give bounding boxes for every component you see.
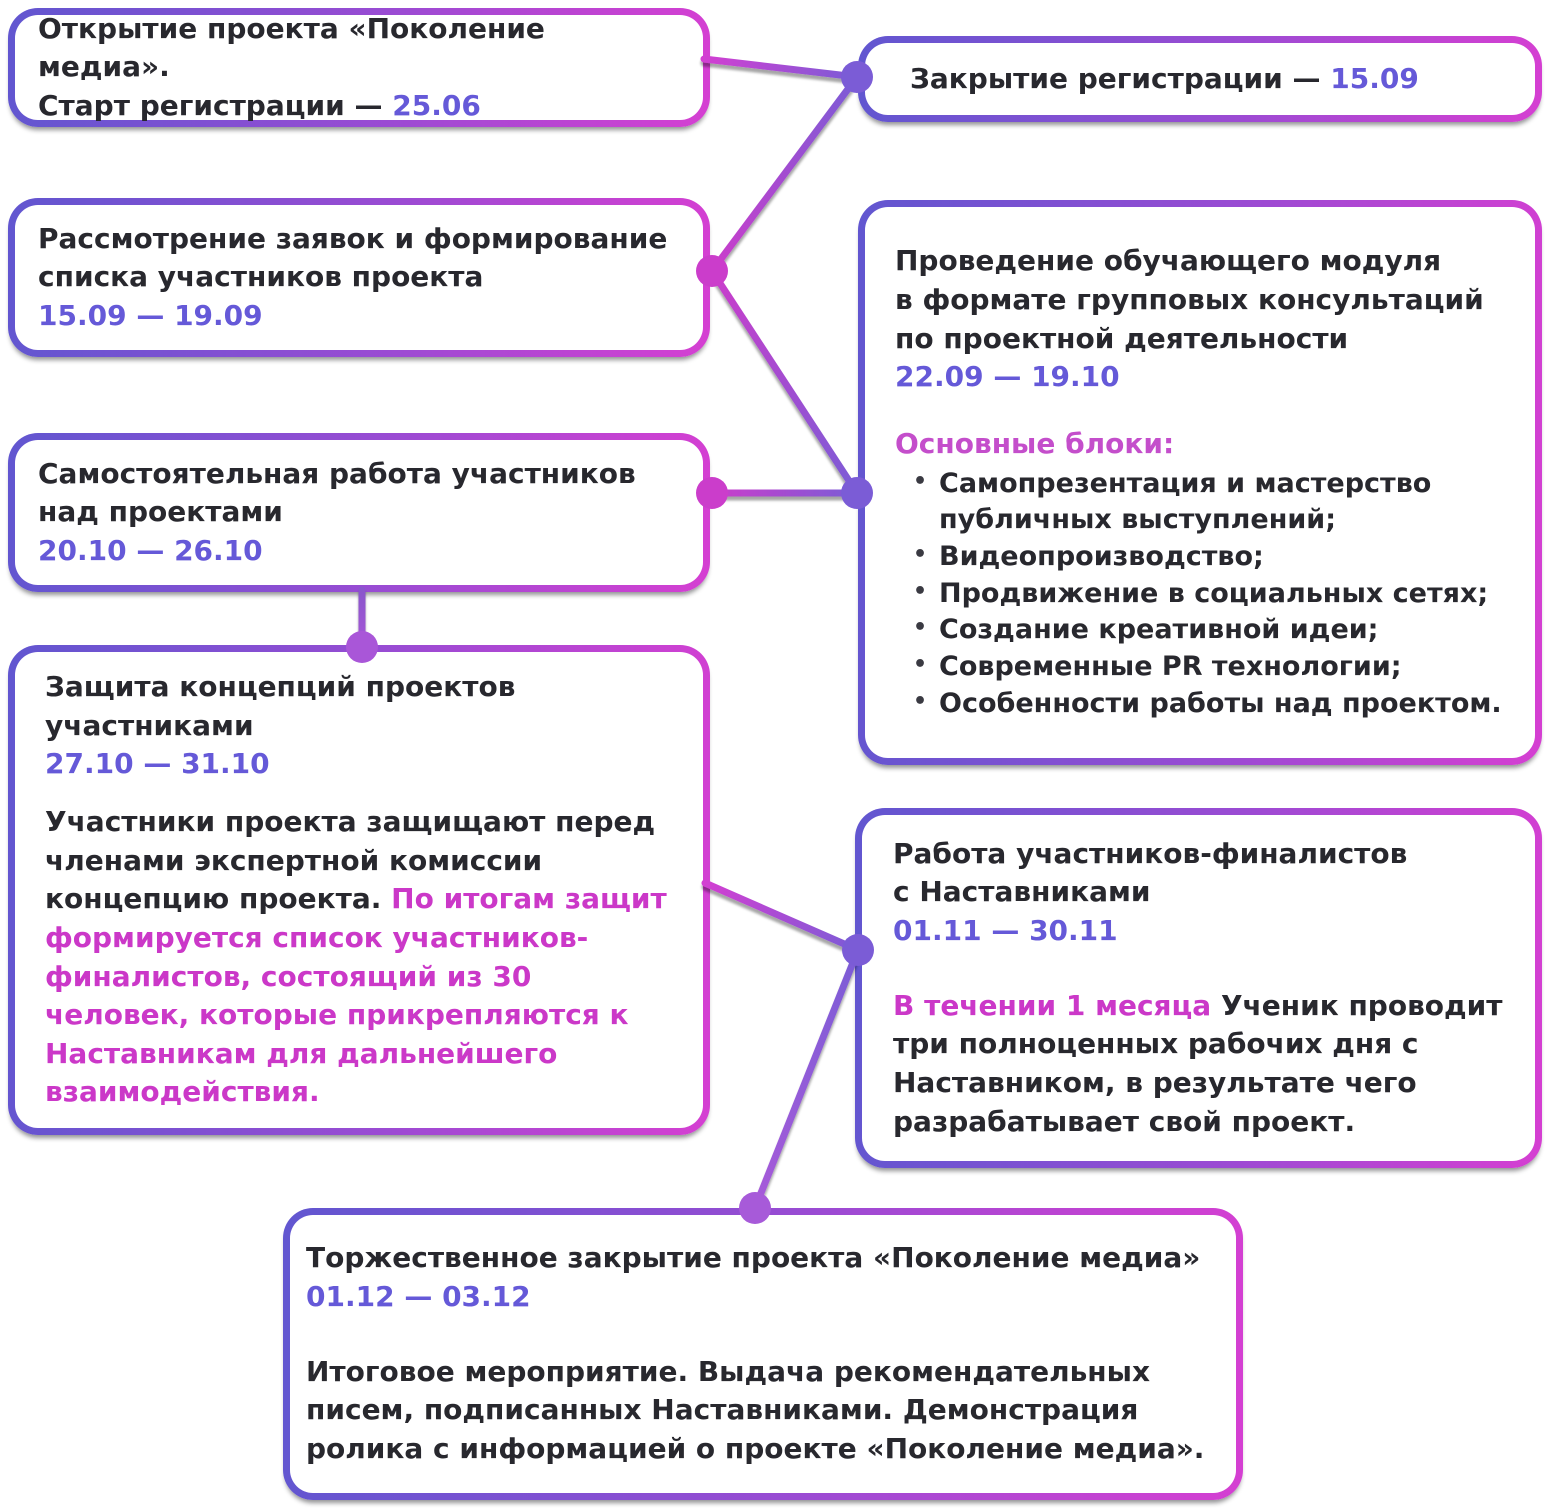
node-closing-paragraph: Итоговое мероприятие. Выдача рекомендательных писем, подписанных Наставниками. Демонстрация ролика с информацией о проекте «Поколение медиа». <box>306 1354 1205 1465</box>
node-self-work-dates: 20.10 — 26.10 <box>38 533 263 567</box>
connector-review-to-training <box>712 271 857 493</box>
node-review <box>8 198 710 357</box>
node-closing-title: Торжественное закрытие проекта «Поколение медиа» <box>306 1241 1201 1275</box>
node-mentors <box>855 808 1542 1168</box>
node-training-content <box>865 207 1535 758</box>
node-self-work-title-line2: над проектами <box>38 495 283 529</box>
node-training-title-line3: по проектной деятельности <box>895 321 1349 355</box>
node-opening-subtitle <box>38 87 675 126</box>
training-blocks-label: Основные блоки: <box>895 426 1175 460</box>
node-registration-close-content <box>865 43 1535 115</box>
node-defense-dates: 27.10 — 31.10 <box>45 747 270 781</box>
spacer <box>45 784 673 803</box>
training-block-item: • Видеопроизводство; <box>895 539 1509 576</box>
node-mentors-dates: 01.11 — 30.11 <box>893 914 1118 948</box>
node-registration-close <box>858 36 1542 122</box>
node-closing <box>283 1208 1243 1500</box>
node-mentors-title-line1: Работа участников-финалистов <box>893 836 1408 870</box>
node-training-title-line1: Проведение обучающего модуля <box>895 244 1442 278</box>
connector-opening-to-regclose <box>704 59 857 77</box>
defense-paragraph-emphasis: По итогам защит формируется список участников-финалистов, состоящий из 30 человек, которые прикрепляются к Наставникам для дальнейшего взаимодействия. <box>45 882 667 1109</box>
node-self-work-title-line1: Самостоятельная работа участников <box>38 456 636 490</box>
node-defense-title-line2: участниками <box>45 708 254 742</box>
node-opening-content <box>15 11 703 122</box>
node-self-work <box>8 433 710 592</box>
training-block-item: • Продвижение в социальных сетях; <box>895 576 1509 613</box>
training-blocks-list <box>895 466 1509 723</box>
node-training <box>858 200 1542 765</box>
node-defense-paragraph <box>45 803 673 1112</box>
node-mentors-title-line2: с Наставниками <box>893 875 1151 909</box>
spacer <box>893 951 1509 987</box>
node-training-title-line2: в формате групповых консультаций <box>895 283 1484 317</box>
node-defense <box>8 645 710 1135</box>
spacer <box>306 1317 1210 1353</box>
connector-review-to-regclose <box>712 77 857 271</box>
registration-close-label: Закрытие регистрации — <box>910 61 1331 95</box>
node-defense-title-line1: Защита концепций проектов <box>45 670 516 703</box>
mentors-paragraph-normal: Ученик проводит три полноценных рабочих дня с Наставником, в результате чего разрабатывает свой проект. <box>893 988 1503 1138</box>
defense-paragraph-normal: Участники проекта защищают перед членами экспертной комиссии концепцию проекта. <box>45 805 656 916</box>
training-block-item: • Создание креативной идеи; <box>895 612 1509 649</box>
node-opening-title: Открытие проекта «Поколение медиа». <box>38 11 545 84</box>
training-block-item: • Современные PR технологии; <box>895 649 1509 686</box>
registration-close-line <box>910 60 1505 99</box>
node-defense-content <box>15 652 703 1128</box>
node-opening <box>8 8 710 127</box>
training-block-item: • Самопрезентация и мастерство публичных выступлений; <box>895 466 1509 539</box>
node-training-dates: 22.09 — 19.10 <box>895 360 1120 394</box>
node-review-dates: 15.09 — 19.09 <box>38 298 263 332</box>
training-block-item: • Особенности работы над проектом. <box>895 686 1509 723</box>
node-review-content <box>15 205 703 350</box>
node-review-title-line2: списка участников проекта <box>38 260 484 294</box>
registration-start-label: Старт регистрации — <box>38 88 393 122</box>
node-review-title-line1: Рассмотрение заявок и формирование <box>38 221 668 255</box>
connector-mentors-to-closing <box>755 950 858 1208</box>
registration-start-date: 25.06 <box>392 88 481 122</box>
registration-close-date: 15.09 <box>1330 61 1419 95</box>
connector-defense-to-mentors <box>705 883 858 950</box>
node-mentors-content <box>862 815 1535 1161</box>
node-mentors-paragraph <box>893 987 1509 1142</box>
node-self-work-content <box>15 440 703 585</box>
node-closing-content <box>290 1215 1236 1493</box>
mentors-paragraph-emphasis: В течении 1 месяца <box>893 988 1221 1022</box>
node-closing-dates: 01.12 — 03.12 <box>306 1280 531 1314</box>
